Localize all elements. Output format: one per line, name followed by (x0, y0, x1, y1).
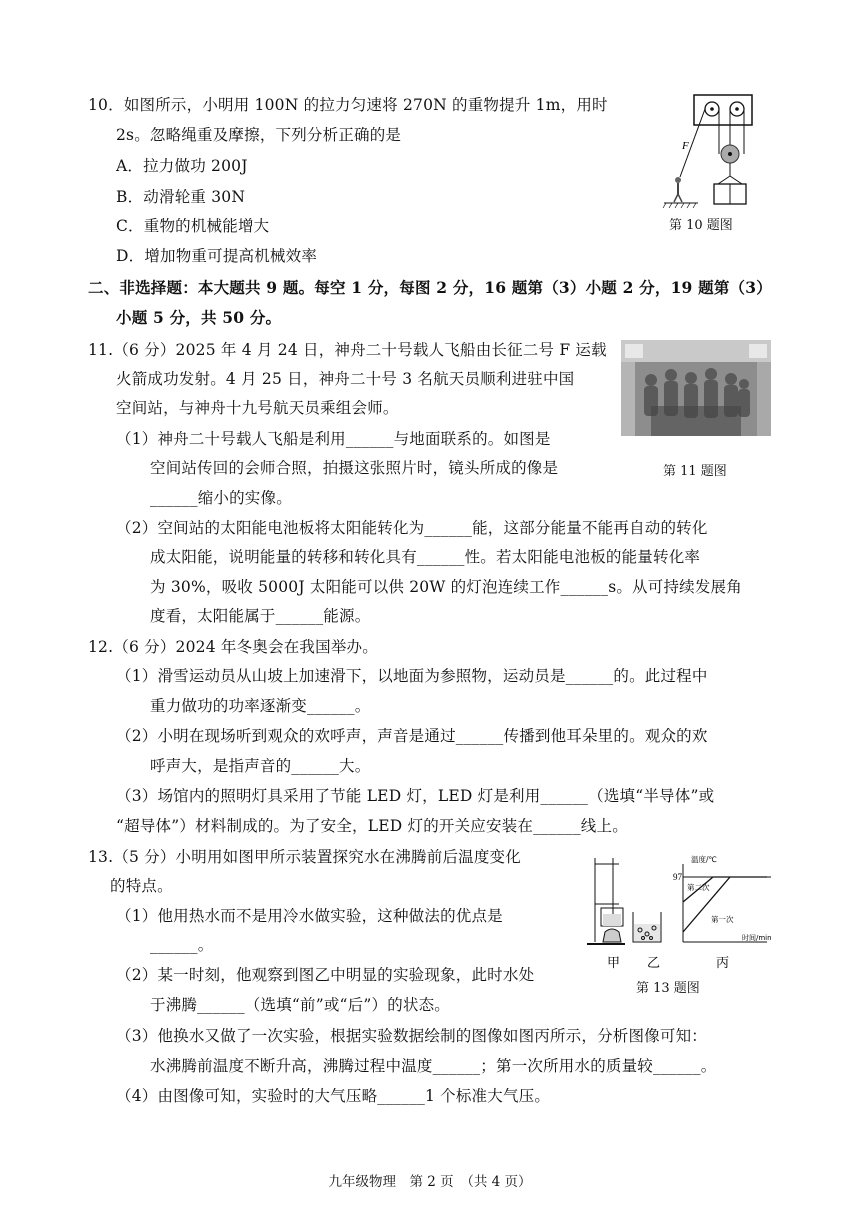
q12-part2-line2: 呼声大，是指声音的______大。 (150, 757, 371, 775)
q11-astronaut-photo (621, 340, 771, 436)
q12-part3-line2: “超导体”）材料制成的。为了安全，LED 灯的开关应安装在______线上。 (116, 817, 628, 835)
q10-option-a: A．拉力做功 200J (116, 157, 248, 175)
q11-part2-line2: 成太阳能，说明能量的转移和转化具有______性。若太阳能电池板的能量转化率 (150, 548, 701, 566)
q11-part2-line4: 度看，太阳能属于______能源。 (150, 607, 371, 625)
q13-graph-first-label: 第一次 (711, 915, 734, 924)
q13-part4-line1: （4）由图像可知，实验时的大气压略______1 个标准大气压。 (116, 1087, 551, 1105)
q13-part2-line2: 于沸腾______（选填“前”或“后”）的状态。 (150, 996, 450, 1014)
q10-stem-line1: 10．如图所示，小明用 100N 的拉力匀速将 270N 的重物提升 1m，用时 (88, 96, 608, 114)
q13-stem-line1: 13.（5 分）小明用如图甲所示装置探究水在沸腾前后温度变化 (88, 848, 521, 866)
page-footer: 九年级物理 第 2 页 （共 4 页） (328, 1174, 532, 1190)
q13-label-yi: 乙 (647, 956, 661, 971)
q11-part1-line3: ______缩小的实像。 (150, 489, 292, 507)
q11-part2-line3: 为 30%，吸收 5000J 太阳能可以供 20W 的灯泡连续工作______s。从可持续发展角 (150, 578, 742, 596)
q13-beaker-yi (633, 912, 661, 942)
q12-part3-line1: （3）场馆内的照明灯具采用了节能 LED 灯，LED 灯是利用______（选填“半导体”或 (116, 787, 715, 805)
q11-part2-line1: （2）空间站的太阳能电池板将太阳能转化为______能，这部分能量不能再自动的转化 (116, 519, 708, 537)
q13-label-bing: 丙 (716, 956, 730, 971)
q13-figure (585, 852, 775, 972)
q13-graph-97-label: 97 (673, 872, 682, 882)
q13-part2-line1: （2）某一时刻，他观察到图乙中明显的实验现象，此时水处 (116, 966, 535, 984)
q11-stem-line2: 火箭成功发射。4 月 25 日，神舟二十号 3 名航天员顺利进驻中国 (116, 370, 575, 388)
q10-force-label: F (682, 140, 689, 152)
q10-caption: 第 10 题图 (669, 218, 733, 233)
q10-option-c: C．重物的机械能增大 (116, 217, 270, 235)
q11-part1-line1: （1）神舟二十号载人飞船是利用______与地面联系的。如图是 (116, 430, 551, 448)
q13-part1-line1: （1）他用热水而不是用冷水做实验，这种做法的优点是 (116, 907, 503, 925)
q13-graph-second-label: 第二次 (687, 883, 710, 892)
q13-label-jia: 甲 (607, 956, 621, 971)
q11-caption: 第 11 题图 (663, 464, 727, 479)
q10-option-d: D．增加物重可提高机械效率 (116, 247, 318, 265)
q10-pulley-figure (662, 92, 762, 210)
q13-graph-ylabel: 温度/℃ (691, 855, 717, 864)
q11-stem-line1: 11.（6 分）2025 年 4 月 24 日，神舟二十号载人飞船由长征二号 F 运载 (88, 341, 607, 359)
q13-caption: 第 13 题图 (636, 981, 700, 996)
q12-stem: 12.（6 分）2024 年冬奥会在我国举办。 (88, 638, 378, 656)
q12-part1-line2: 重力做功的功率逐渐变______。 (150, 697, 371, 715)
q13-graph-xlabel: 时间/min (742, 934, 772, 942)
q11-part1-line2: 空间站传回的会师合照，拍摄这张照片时，镜头所成的像是 (150, 459, 559, 477)
q13-graph-bing (683, 864, 771, 942)
q13-part1-line2: ______。 (150, 936, 214, 954)
q13-stem-line2: 的特点。 (110, 877, 173, 895)
section2-heading-line1: 二、非选择题：本大题共 9 题。每空 1 分，每图 2 分，16 题第（3）小题 2 分，19 题第（3） (88, 278, 772, 297)
section2-heading-line2: 小题 5 分，共 50 分。 (116, 308, 282, 327)
q13-part3-line1: （3）他换水又做了一次实验，根据实验数据绘制的图像如图丙所示，分析图像可知： (116, 1027, 707, 1045)
q13-part3-line2: 水沸腾前温度不断升高，沸腾过程中温度______；第一次所用水的质量较______。 (150, 1057, 717, 1075)
q10-stem-line2: 2s。忽略绳重及摩擦，下列分析正确的是 (116, 126, 402, 144)
q12-part1-line1: （1）滑雪运动员从山坡上加速滑下，以地面为参照物，运动员是______的。此过程中 (116, 667, 708, 685)
q10-option-b: B．动滑轮重 30N (116, 188, 246, 206)
q12-part2-line1: （2）小明在现场听到观众的欢呼声，声音是通过______传播到他耳朵里的。观众的欢 (116, 727, 708, 745)
q13-apparatus-jia (587, 858, 625, 944)
q11-stem-line3: 空间站，与神舟十九号航天员乘组会师。 (116, 399, 399, 417)
